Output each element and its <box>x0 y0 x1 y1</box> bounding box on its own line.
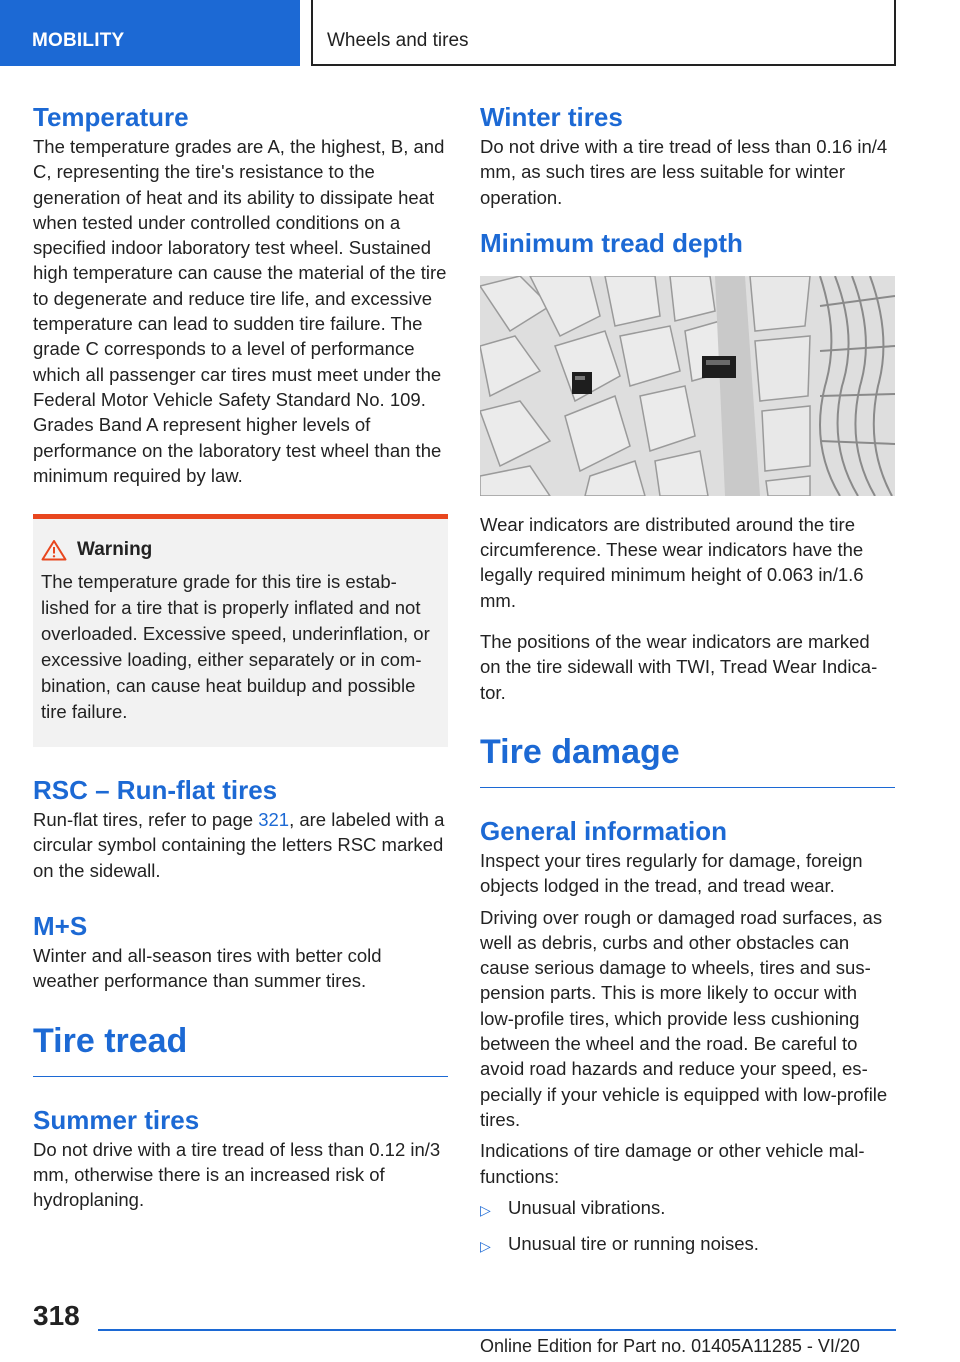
summer-tires-text: Do not drive with a tire tread of less than 0.12 in/3 mm, otherwise there is an increased risk of hydroplaning. <box>33 1138 441 1211</box>
left-column <box>33 100 448 1213</box>
tire-tread-heading: Tire tread <box>33 1020 448 1077</box>
page-header <box>0 0 960 66</box>
tire-damage-heading: Tire damage <box>480 731 895 788</box>
summer-tires-heading: Summer tires <box>33 1104 200 1135</box>
rsc-heading: RSC – Run-flat tires <box>33 775 278 806</box>
warning-box <box>33 514 448 747</box>
temperature-heading: Temperature <box>33 102 189 132</box>
ms-heading: M+S <box>33 911 88 942</box>
section-tab[interactable]: MOBILITY <box>0 0 300 66</box>
winter-tires-heading: Winter tires <box>480 102 623 132</box>
warning-triangle-icon <box>41 539 67 561</box>
min-tread-text-1: Wear indicators are distributed around the tire circumference. These wear indicators have the legally required minimum height of 0.063 in/1.6 mm. <box>480 513 864 611</box>
min-tread-text-2: The positions of the wear indicators are marked on the tire sidewall with TWI, Tread Wear Indicator. <box>480 631 878 703</box>
general-info-text-3: Indications of tire damage or other vehicle malfunctions: <box>480 1140 865 1187</box>
chapter-title: Wheels and tires <box>311 0 896 66</box>
general-info-heading: General information <box>480 815 728 846</box>
damage-indications-list <box>480 1195 895 1259</box>
page-number: 318 <box>33 1300 80 1331</box>
tire-tread-wear-indicator-image <box>480 276 895 496</box>
warning-header <box>41 539 438 561</box>
footer-divider <box>98 1329 896 1331</box>
min-tread-heading: Minimum tread depth <box>480 227 743 258</box>
rsc-text: Run-flat tires, refer to page 321, are labeled with a circular symbol containing the letters RSC marked on the sidewall. <box>33 809 445 881</box>
winter-tires-text: Do not drive with a tire tread of less than 0.16 in/4 mm, as such tires are less suitable for winter operation. <box>480 136 888 208</box>
warning-text: The temperature grade for this tire is established for a tire that is properly inflated and not overloaded. Excessive speed, underinflation, or excessive loading, either separately or in combination, can cause heat buildup and possible tire failure. <box>41 571 430 723</box>
temperature-text: The temperature grades are A, the highest, B, and C, representing the tire's resistance to the generation of heat and its ability to dissipate heat when tested under controlled conditions on a specified indoor laboratory test wheel. Sustained high temperature can cause the material of the tire to degenerate and reduce tire life, and excessive temperature can lead to sudden tire failure. The grade C corresponds to a level of performance which all passenger car tires must meet under the Federal Motor Vehicle Safety Standard No. 109. Grades Band A represent higher levels of performance on the laboratory test wheel than the minimum required by law. <box>33 136 447 486</box>
edition-note: Online Edition for Part no. 01405A11285 - VI/20 <box>480 1336 860 1356</box>
triangle-bullet-icon: ▷ <box>480 1201 491 1218</box>
general-info-text-1: Inspect your tires regularly for damage, foreign objects lodged in the tread, and tread wear. <box>480 849 863 897</box>
ms-text: Winter and all-season tires with better cold weather performance than summer tires. <box>33 945 382 992</box>
page-321-link[interactable]: 321 <box>258 809 290 831</box>
right-column <box>480 100 895 1267</box>
list-item: ▷ Unusual tire or running noises. <box>480 1231 895 1259</box>
general-info-text-2: Driving over rough or damaged road surfaces, as well as debris, curbs and other obstacles can cause serious damage to wheels, tires and suspension parts. This is more likely to occur with low-profile tires, which provide less cushioning between the wheel and the road. Be careful to avoid road hazards and reduce your speed, especially if your vehicle is equipped with low-profile tires. <box>480 906 888 1130</box>
list-item: ▷ Unusual vibrations. <box>480 1195 895 1223</box>
warning-title: Warning <box>77 539 153 561</box>
triangle-bullet-icon: ▷ <box>480 1237 491 1254</box>
